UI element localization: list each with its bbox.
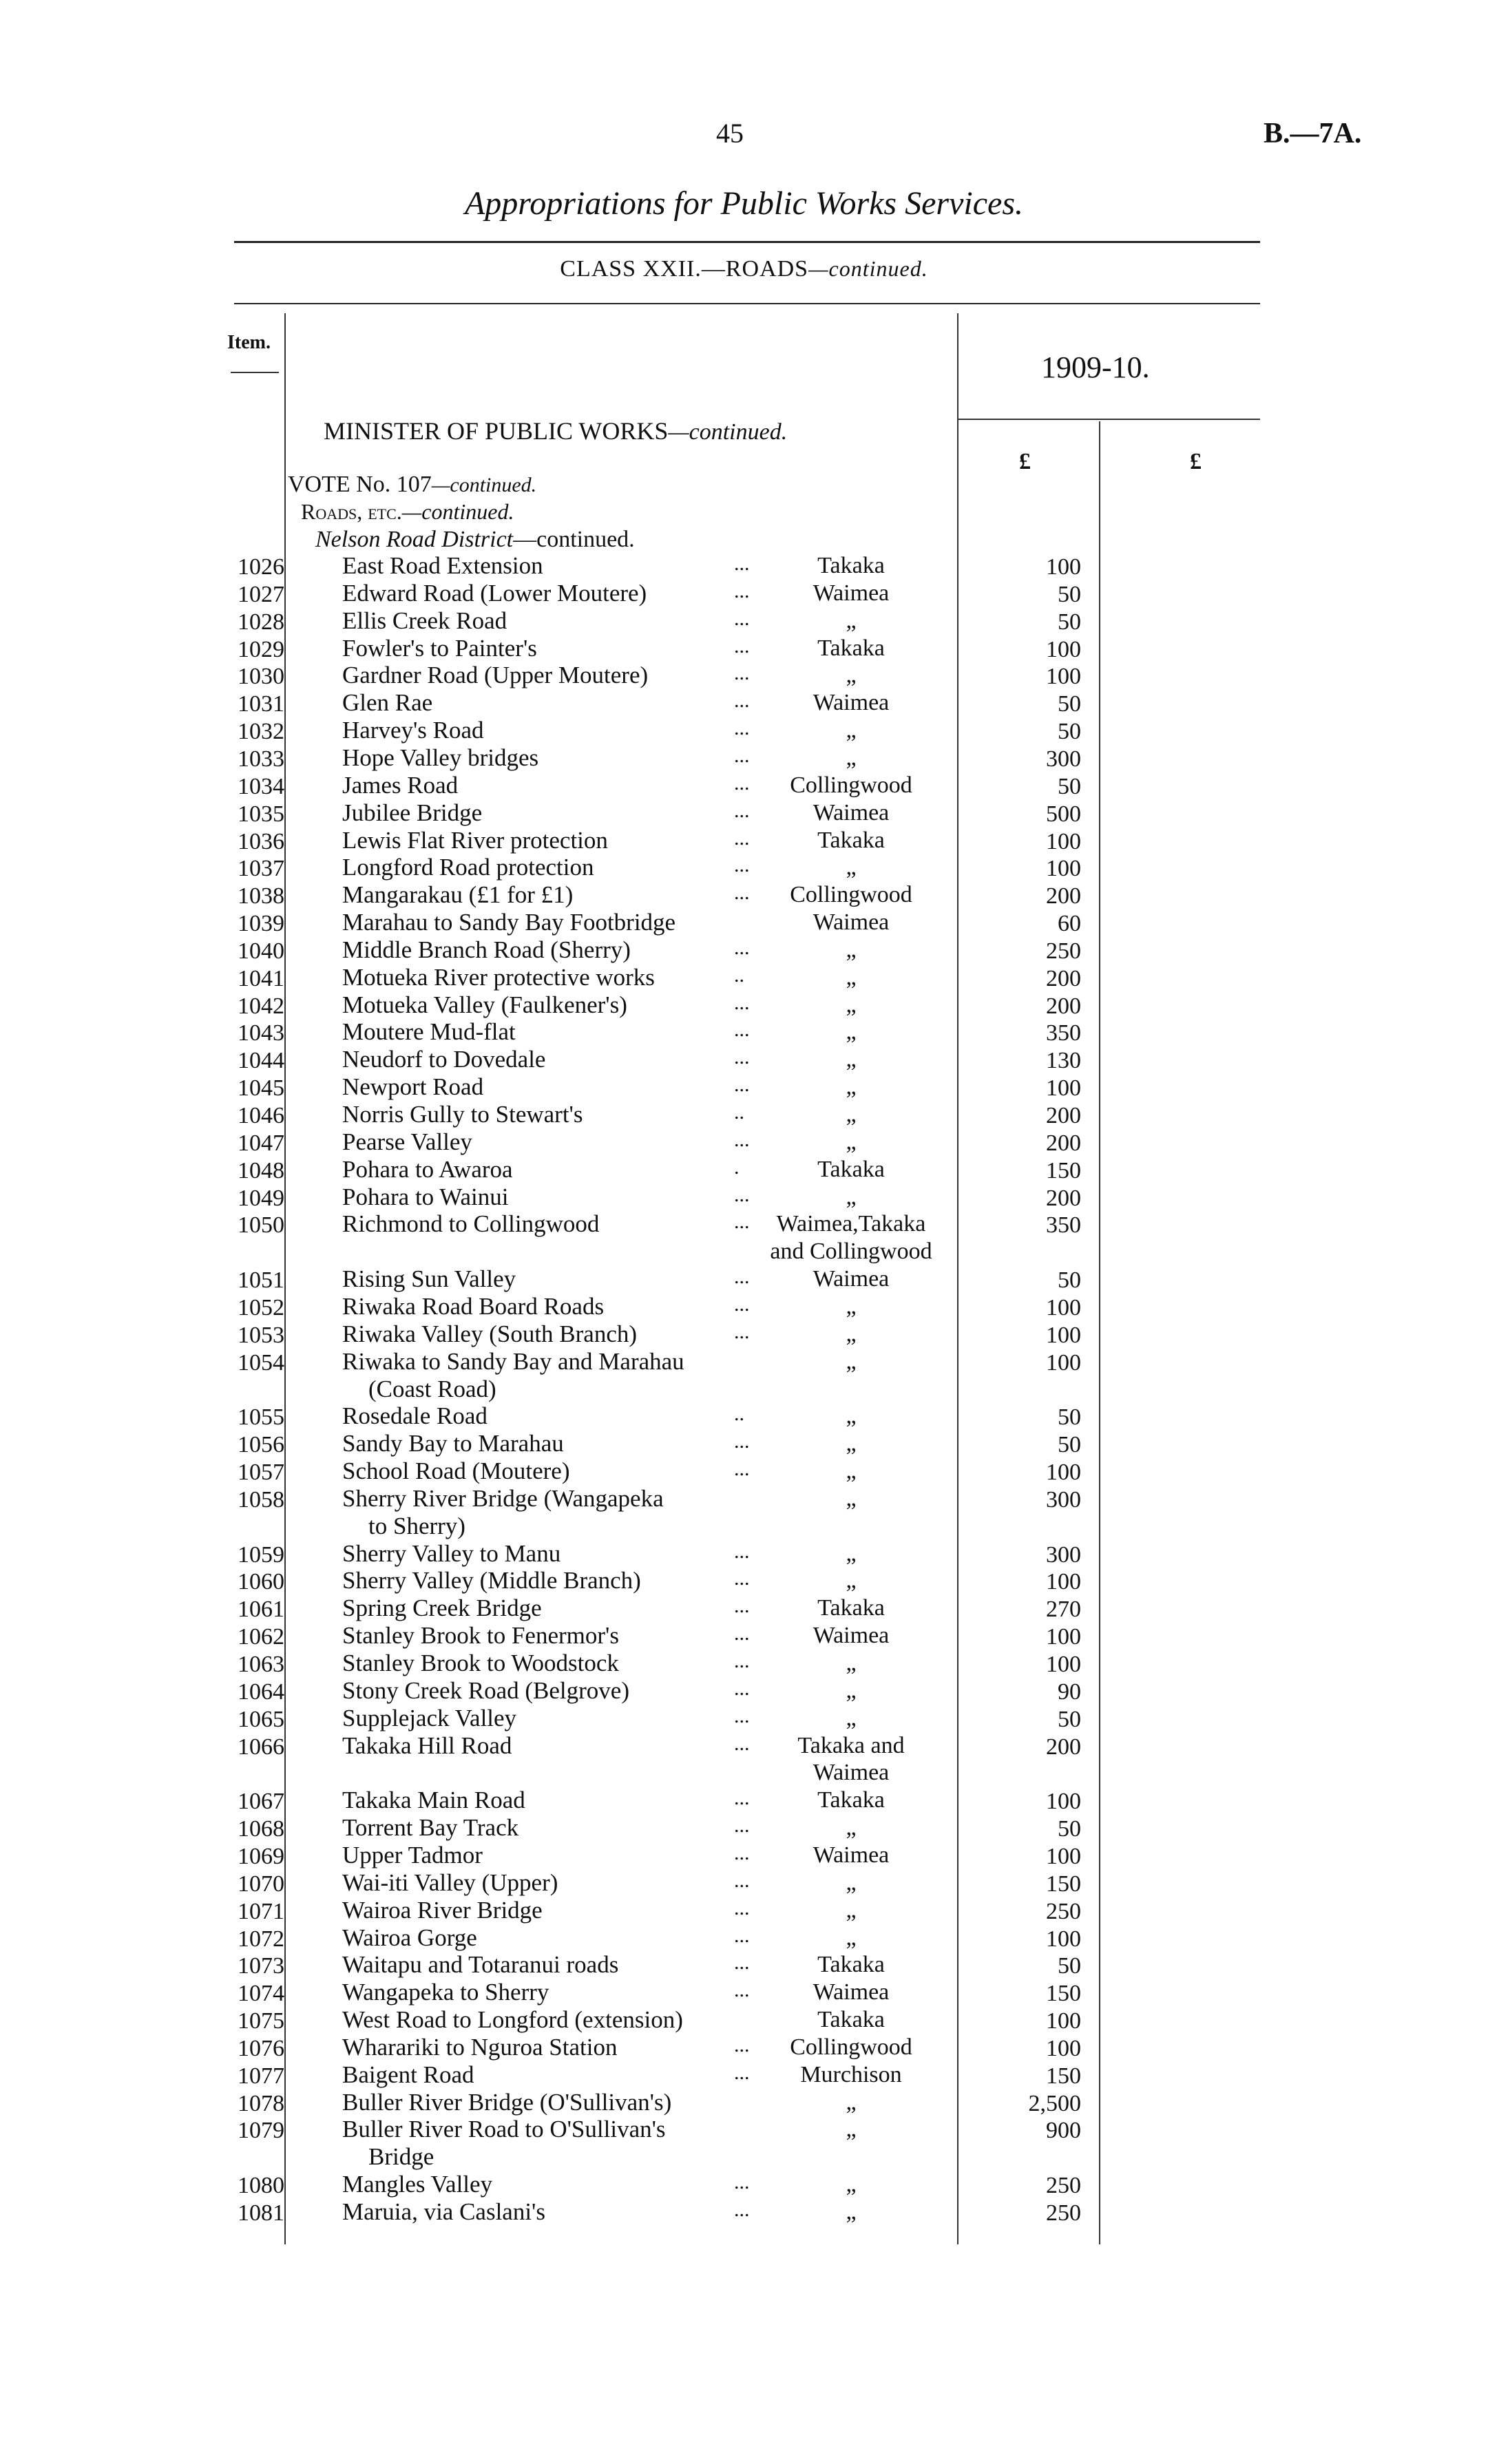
item-amount: 100 [1046,1624,1081,1650]
item-description: James Road [342,771,459,799]
item-amount: 250 [1046,2173,1081,2199]
item-district: Waimea [813,1979,890,2005]
item-district: „ [846,1403,857,1429]
leader-dots: ... [734,662,750,685]
item-description: Wangapeka to Sherry [342,1979,549,2006]
leader-dots: ... [734,1868,750,1892]
item-description: Edward Road (Lower Moutere) [342,579,647,607]
item-description: Marahau to Sandy Bay Footbridge [342,909,676,936]
leader-dots: ... [734,799,750,822]
leader-dots: . [734,1155,740,1179]
leader-dots: ... [734,1292,750,1316]
item-number: 1033 [238,746,284,772]
item-number: 1057 [238,1460,284,1486]
item-description: West Road to Longford (extension) [342,2006,683,2034]
item-district: „ [846,2171,857,2198]
item-amount: 200 [1046,1130,1081,1156]
item-number: 1038 [238,883,284,909]
item-district: Takaka [817,553,885,578]
item-description: Sherry Valley (Middle Branch) [342,1567,641,1594]
item-amount: 900 [1046,2118,1081,2144]
item-district: „ [846,1815,857,1841]
item-description: Stanley Brook to Fenermor's [342,1622,619,1650]
item-number: 1036 [238,828,284,854]
leader-dots: ... [734,1896,750,1919]
item-description: Stanley Brook to Woodstock [342,1650,619,1676]
item-district: „ [846,717,857,744]
item-district: Takaka [817,827,885,853]
item-number: 1072 [238,1926,284,1952]
item-description: Pearse Valley [342,1128,472,1155]
item-number: 1046 [238,1103,284,1128]
item-district: „ [846,1924,857,1950]
item-number: 1060 [238,1569,284,1595]
item-number: 1029 [238,636,284,662]
item-district-continued: and Collingwood [770,1239,932,1265]
item-description: Pohara to Wainui [342,1183,509,1210]
leader-dots: ... [734,1594,750,1618]
item-district: „ [846,964,857,990]
item-number: 1064 [238,1678,284,1705]
item-number: 1050 [238,1212,284,1239]
item-description: Neudorf to Dovedale [342,1046,546,1073]
leader-dots: ... [734,1539,750,1563]
item-amount: 100 [1046,2035,1081,2061]
leader-dots: ... [734,854,750,877]
leader-dots: ... [734,1046,750,1069]
item-district: „ [846,1431,857,1457]
item-district: „ [846,607,857,633]
item-amount: 50 [1058,1953,1081,1979]
leader-dots: ... [734,881,750,905]
item-district: „ [846,1293,857,1319]
item-amount: 250 [1046,938,1081,964]
item-amount: 100 [1046,1322,1081,1348]
item-district: Takaka [817,635,885,661]
item-amount: 100 [1046,1652,1081,1677]
item-amount: 200 [1046,965,1081,991]
leader-dots: ... [734,1814,750,1838]
leader-dots: ... [734,1731,750,1755]
leader-dots: ... [734,1704,750,1727]
item-description: Ellis Creek Road [342,607,507,634]
item-amount: 150 [1046,1981,1081,2007]
item-description: Mangles Valley [342,2171,493,2198]
item-district: „ [846,1046,857,1073]
item-amount: 100 [1046,1460,1081,1486]
item-district: Takaka [817,1952,885,1978]
item-description: Supplejack Valley [342,1704,517,1731]
item-amount: 100 [1046,2008,1081,2034]
district-heading: Nelson Road District—continued. [315,527,635,552]
minister-heading: MINISTER OF PUBLIC WORKS—continued. [324,417,788,445]
leader-dots: ... [734,1128,750,1151]
item-amount: 100 [1046,636,1081,662]
item-district: Murchison [800,2061,902,2087]
item-number: 1052 [238,1294,284,1320]
leader-dots: ... [734,2061,750,2084]
leader-dots: ... [734,771,750,794]
item-description: Motueka River protective works [342,963,655,991]
item-description: Jubilee Bridge [342,799,483,826]
item-amount: 100 [1046,554,1081,580]
item-number: 1059 [238,1541,284,1568]
item-description: Norris Gully to Stewart's [342,1101,583,1128]
item-district: „ [846,1183,857,1210]
item-number: 1068 [238,1816,284,1842]
item-district: „ [846,1568,857,1594]
leader-dots: ... [734,1430,750,1453]
item-district: „ [846,1019,857,1045]
leader-dots: ... [734,634,750,657]
item-district: „ [846,1540,857,1566]
item-description: Lewis Flat River protection [342,826,608,854]
item-amount: 2,500 [1028,2090,1081,2116]
item-number: 1030 [238,664,284,690]
year-column-header: 1909-10. [1041,350,1150,384]
item-description: East Road Extension [342,552,543,579]
item-number: 1055 [238,1404,284,1431]
item-description: Longford Road protection [342,854,594,881]
item-district: Takaka [817,2007,885,2033]
item-number: 1051 [238,1267,284,1294]
item-amount: 150 [1046,1871,1081,1897]
item-description: Glen Rae [342,689,433,717]
item-number: 1049 [238,1185,284,1211]
leader-dots: ... [734,1073,750,1097]
item-district: „ [846,1458,857,1484]
item-amount: 350 [1046,1020,1081,1046]
item-amount: 100 [1046,664,1081,690]
page-title: Appropriations for Public Works Services. [464,185,1024,222]
item-number: 1078 [238,2090,284,2116]
item-number: 1044 [238,1048,284,1074]
item-district: Waimea,Takaka [776,1211,926,1237]
item-number: 1058 [238,1486,284,1513]
item-district: Takaka [817,1156,885,1182]
item-description: Sandy Bay to Marahau [342,1430,564,1457]
item-amount: 50 [1058,691,1081,717]
item-number: 1077 [238,2063,284,2089]
item-number: 1074 [238,1981,284,2007]
item-district: „ [846,1348,857,1374]
item-district: „ [846,1705,857,1731]
item-district: „ [846,854,857,881]
leader-dots: ... [734,991,750,1014]
item-description: Riwaka Valley (South Branch) [342,1320,638,1347]
item-number: 1043 [238,1020,284,1046]
item-number: 1048 [238,1157,284,1183]
item-amount: 100 [1046,856,1081,882]
item-number: 1032 [238,719,284,745]
item-description: Fowler's to Painter's [342,634,537,662]
leader-dots: ... [734,1924,750,1947]
item-amount: 100 [1046,1349,1081,1376]
item-number: 1053 [238,1322,284,1348]
leader-dots: ... [734,1183,750,1206]
item-amount: 150 [1046,2063,1081,2089]
item-district: „ [846,2116,857,2142]
item-number: 1027 [238,581,284,607]
item-district: Collingwood [790,882,912,908]
leader-dots: ... [734,1210,750,1234]
item-description: Rosedale Road [342,1402,488,1430]
leader-dots: .. [734,963,744,987]
item-amount: 50 [1058,1404,1081,1431]
item-district: Waimea [813,1266,890,1292]
item-number: 1037 [238,856,284,882]
item-district: Waimea [813,1842,890,1868]
item-district-continued: Waimea [813,1760,890,1786]
item-number: 1056 [238,1432,284,1458]
item-description: Middle Branch Road (Sherry) [342,936,631,963]
item-description: Moutere Mud-flat [342,1018,516,1046]
item-column-header: Item. [227,332,271,353]
item-district: „ [846,1128,857,1155]
item-description: Rising Sun Valley [342,1265,516,1293]
item-number: 1069 [238,1843,284,1869]
item-description: Mangarakau (£1 for £1) [342,881,574,909]
item-number: 1062 [238,1624,284,1650]
leader-dots: ... [734,2033,750,2056]
item-district: „ [846,991,857,1018]
item-amount: 100 [1046,1926,1081,1952]
leader-dots: ... [734,826,750,850]
item-district: „ [846,2199,857,2224]
item-amount: 100 [1046,828,1081,854]
item-number: 1076 [238,2035,284,2061]
item-district: Collingwood [790,2034,912,2060]
item-description: Baigent Road [342,2061,474,2088]
item-description: Wharariki to Nguroa Station [342,2033,618,2061]
leader-dots: ... [734,1650,750,1672]
item-amount: 250 [1046,1898,1081,1924]
leader-dots: ... [734,2171,750,2194]
roads-heading: Roads, etc.—continued. [301,499,514,524]
item-district: „ [846,1485,857,1511]
item-amount: 50 [1058,581,1081,607]
item-number: 1081 [238,2200,284,2226]
leader-dots: .. [734,1101,744,1124]
leader-dots: ... [734,689,750,713]
item-description-continued: Bridge [368,2143,434,2171]
item-amount: 50 [1058,1267,1081,1294]
item-amount: 200 [1046,1103,1081,1128]
item-number: 1079 [238,2118,284,2144]
item-number: 1075 [238,2008,284,2034]
leader-dots: ... [734,1841,750,1864]
item-amount: 300 [1046,1486,1081,1513]
leader-dots: ... [734,552,750,575]
item-number: 1073 [238,1953,284,1979]
item-description: Torrent Bay Track [342,1814,519,1842]
leader-dots: ... [734,1018,750,1042]
item-number: 1034 [238,773,284,799]
item-amount: 50 [1058,609,1081,635]
item-district: „ [846,1320,857,1347]
item-district: Waimea [813,690,890,716]
item-district: Collingwood [790,772,912,798]
class-heading: CLASS XXII.—ROADS—continued. [560,256,928,282]
item-number: 1065 [238,1706,284,1732]
item-district: „ [846,744,857,770]
item-description: Wairoa River Bridge [342,1896,543,1924]
vote-heading: VOTE No. 107—continued. [288,472,537,497]
item-district: „ [846,1074,857,1100]
item-description: Takaka Hill Road [342,1731,512,1759]
item-amount: 100 [1046,1569,1081,1595]
item-number: 1061 [238,1597,284,1623]
item-amount: 200 [1046,1185,1081,1211]
item-number: 1041 [238,965,284,991]
item-description: Motueka Valley (Faulkener's) [342,991,627,1018]
item-amount: 200 [1046,993,1081,1019]
leader-dots: ... [734,1457,750,1481]
item-district: Takaka [817,1787,885,1813]
leader-dots: ... [734,607,750,630]
currency-symbol-1: £ [1019,449,1031,474]
item-district: „ [846,1102,857,1127]
leader-dots: ... [734,936,750,959]
item-description: Buller River Bridge (O'Sullivan's) [342,2088,672,2116]
item-description: Waitapu and Totaranui roads [342,1951,619,1979]
item-amount: 50 [1058,1706,1081,1732]
leader-dots: ... [734,1567,750,1590]
page-number: 45 [716,118,744,149]
leader-dots: ... [734,579,750,602]
leader-dots: ... [734,717,750,740]
item-description: Stony Creek Road (Belgrove) [342,1676,629,1704]
leader-dots: ... [734,2198,750,2221]
leader-dots: ... [734,1265,750,1289]
leader-dots: ... [734,1787,750,1810]
item-district: Waimea [813,580,890,606]
leader-dots: ... [734,1676,750,1700]
item-description: Newport Road [342,1073,484,1101]
item-amount: 50 [1058,1816,1081,1842]
item-amount: 150 [1046,1157,1081,1183]
item-description: Sherry River Bridge (Wangapeka [342,1484,664,1512]
item-district: Takaka and [797,1732,905,1758]
item-amount: 50 [1058,719,1081,745]
item-number: 1042 [238,993,284,1019]
item-number: 1080 [238,2173,284,2199]
item-description: Wairoa Gorge [342,1924,477,1951]
leader-dots: ... [734,1979,750,2002]
item-district: Waimea [813,799,890,825]
item-description: Harvey's Road [342,717,484,744]
item-amount: 200 [1046,1734,1081,1760]
item-number: 1063 [238,1652,284,1677]
leader-dots: .. [734,1402,744,1426]
item-description: Wai-iti Valley (Upper) [342,1868,558,1896]
item-description: Gardner Road (Upper Moutere) [342,662,649,689]
item-number: 1028 [238,609,284,635]
document-reference: B.—7A. [1264,118,1362,149]
item-district: „ [846,1677,857,1703]
item-amount: 50 [1058,1432,1081,1458]
item-number: 1071 [238,1898,284,1924]
item-number: 1026 [238,554,284,580]
item-district: „ [846,662,857,688]
item-number: 1054 [238,1349,284,1376]
item-description: Hope Valley bridges [342,744,539,771]
item-district: „ [846,936,857,962]
item-district: „ [846,1897,857,1923]
item-amount: 90 [1058,1678,1081,1705]
item-number: 1045 [238,1075,284,1102]
item-district: „ [846,2089,857,2115]
item-description: Buller River Road to O'Sullivan's [342,2116,666,2143]
item-description: School Road (Moutere) [342,1457,570,1485]
currency-symbol-2: £ [1190,449,1202,474]
item-description: Pohara to Awaroa [342,1155,513,1183]
item-description: Maruia, via Caslani's [342,2198,545,2225]
item-number: 1047 [238,1130,284,1156]
leader-dots: ... [734,1951,750,1975]
item-number: 1039 [238,911,284,937]
item-number: 1040 [238,938,284,964]
leader-dots: ... [734,1320,750,1343]
leader-dots: ... [734,1622,750,1645]
item-description: Riwaka Road Board Roads [342,1292,605,1320]
item-number: 1066 [238,1734,284,1760]
item-amount: 300 [1046,1541,1081,1568]
item-amount: 100 [1046,1789,1081,1815]
item-number: 1031 [238,691,284,717]
item-amount: 250 [1046,2200,1081,2226]
item-description: Upper Tadmor [342,1841,483,1868]
item-description: Richmond to Collingwood [342,1210,600,1238]
item-amount: 100 [1046,1075,1081,1102]
item-amount: 50 [1058,773,1081,799]
item-district: Takaka [817,1595,885,1621]
item-description: Sherry Valley to Manu [342,1539,561,1567]
item-description-continued: to Sherry) [368,1512,465,1539]
item-amount: 60 [1058,911,1081,937]
item-amount: 500 [1046,801,1081,827]
item-amount: 130 [1046,1048,1081,1074]
item-district: „ [846,1650,857,1676]
item-amount: 350 [1046,1212,1081,1239]
leader-dots: ... [734,744,750,767]
item-amount: 100 [1046,1294,1081,1320]
item-number: 1035 [238,801,284,827]
item-district: Waimea [813,909,890,936]
item-amount: 200 [1046,883,1081,909]
item-number: 1067 [238,1789,284,1815]
item-description-continued: (Coast Road) [368,1375,496,1402]
item-description: Spring Creek Bridge [342,1594,542,1622]
item-amount: 300 [1046,746,1081,772]
item-number: 1070 [238,1871,284,1897]
item-amount: 100 [1046,1843,1081,1869]
item-description: Takaka Main Road [342,1787,525,1814]
item-description: Riwaka to Sandy Bay and Marahau [342,1347,684,1375]
item-district: Waimea [813,1623,890,1649]
item-amount: 270 [1046,1597,1081,1623]
item-district: „ [846,1869,857,1895]
